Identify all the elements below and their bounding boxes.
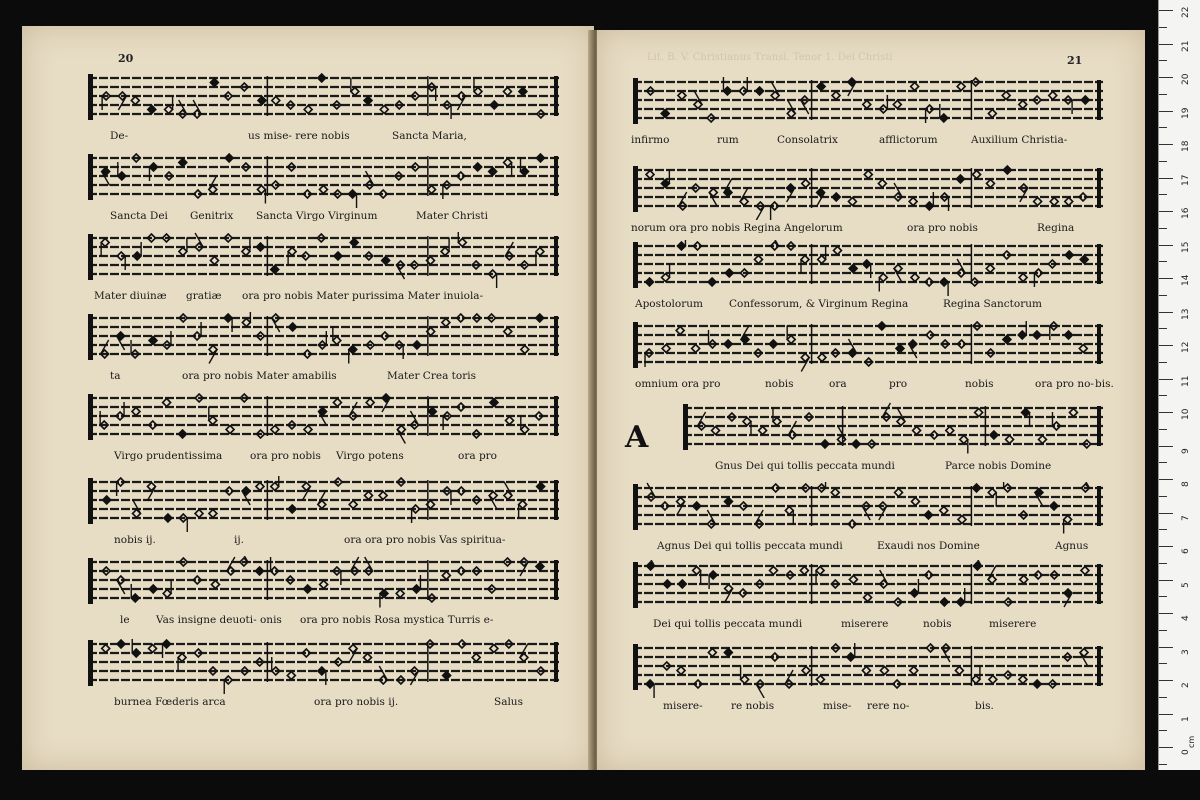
ruler-tick — [1159, 596, 1167, 597]
lyric-text: afflictorum — [879, 134, 938, 146]
lyric-text: us mise- rere nobis — [248, 130, 350, 142]
lyric-text: ora pro nobis — [907, 222, 978, 234]
ruler-number: 1 — [1181, 715, 1191, 722]
ruler-tick — [1159, 312, 1173, 313]
lyric-text: gratiæ — [186, 290, 222, 302]
ruler-tick — [1159, 747, 1173, 748]
lyric-text: ora ora pro nobis Vas spiritua- — [344, 534, 506, 546]
lyric-text: Gnus Dei qui tollis peccata mundi — [715, 460, 895, 472]
ruler-tick — [1159, 77, 1173, 78]
lyric-text: Genitrix — [190, 210, 234, 222]
lyric-text: ora — [829, 378, 847, 390]
ruler-tick — [1159, 496, 1167, 497]
ruler-tick — [1159, 395, 1167, 396]
lyric-text: nobis — [923, 618, 952, 630]
ruler-tick — [1159, 245, 1173, 246]
music-staff — [88, 392, 560, 448]
lyric-text: omnium ora pro — [635, 378, 721, 390]
lyric-text: ora pro nobis Mater amabilis — [182, 370, 337, 382]
lyric-text: Dei qui tollis peccata mundi — [653, 618, 803, 630]
lyric-text: Mater Crea toris — [387, 370, 476, 382]
lyric-text: ora pro nobis Rosa mystica Turris e- — [300, 614, 494, 626]
lyric-text: ora pro nobis Mater purissima Mater inuiola- — [242, 290, 484, 302]
ruler-tick — [1159, 178, 1173, 179]
lyric-text: Exaudi nos Domine — [877, 540, 980, 552]
ruler-tick — [1159, 328, 1167, 329]
music-staff — [633, 240, 1103, 296]
lyric-text: Vas insigne deuoti- onis — [156, 614, 282, 626]
ruler-tick — [1159, 730, 1167, 731]
lyric-text: miserere — [841, 618, 889, 630]
ruler-tick — [1159, 764, 1167, 765]
ruler-tick — [1159, 462, 1167, 463]
lyric-text: Mater diuinæ — [94, 290, 167, 302]
ruler-tick — [1159, 379, 1173, 380]
ruler-tick — [1159, 144, 1173, 145]
lyric-text: bis. — [975, 700, 994, 712]
lyric-text: ora pro — [458, 450, 498, 462]
ruler-tick — [1159, 27, 1167, 28]
lyric-text: Virgo prudentissima — [114, 450, 223, 462]
lyric-text: bis. — [1095, 378, 1114, 390]
lyric-text: infirmo — [631, 134, 670, 146]
ruler-tick — [1159, 714, 1173, 715]
music-staff — [633, 560, 1103, 616]
music-staff — [633, 320, 1103, 376]
lyric-text: re nobis — [731, 700, 775, 712]
lyric-text: pro — [889, 378, 908, 390]
lyric-text: misere- — [663, 700, 703, 712]
ruler-tick — [1159, 647, 1173, 648]
ruler-tick — [1159, 127, 1167, 128]
music-staff — [683, 402, 1103, 458]
ruler-tick — [1159, 44, 1173, 45]
ruler-tick — [1159, 278, 1173, 279]
ruler-number: 8 — [1181, 481, 1191, 487]
right-page — [597, 30, 1145, 770]
music-staff — [88, 312, 560, 368]
ruler-tick — [1159, 211, 1173, 212]
music-staff — [88, 556, 560, 612]
ruler-number: 7 — [1181, 514, 1191, 521]
ruler-number: 15 — [1181, 241, 1191, 253]
lyric-text: Agnus — [1055, 540, 1089, 552]
ruler-number: 10 — [1181, 408, 1191, 420]
lyric-text: burnea Fœderis arca — [114, 696, 226, 708]
ruler-number: 0 — [1181, 749, 1191, 755]
ruler-tick — [1159, 529, 1167, 530]
ruler-tick — [1159, 429, 1167, 430]
ruler-number: 18 — [1181, 140, 1191, 152]
ruler-tick — [1159, 261, 1167, 262]
lyric-text: rere no- — [867, 700, 910, 712]
lyric-text: Virgo potens — [336, 450, 404, 462]
lyric-text: miserere — [989, 618, 1037, 630]
lyric-text: Confessorum, & Virginum Regina — [729, 298, 909, 310]
lyric-text: Salus — [494, 696, 523, 708]
lyric-text: mise- — [823, 700, 852, 712]
lyric-text: Consolatrix — [777, 134, 838, 146]
ruler-tick — [1159, 680, 1173, 681]
ruler-tick — [1159, 613, 1173, 614]
ruler-number: 12 — [1181, 341, 1191, 353]
music-staff — [633, 76, 1103, 132]
ruler-tick — [1159, 60, 1167, 61]
ruler-number: 11 — [1181, 375, 1191, 387]
page-number: 20 — [118, 52, 134, 65]
ruler-tick — [1159, 111, 1173, 112]
ruler-number: 16 — [1181, 207, 1191, 219]
music-staff — [633, 482, 1103, 538]
ruler-number: 14 — [1181, 274, 1191, 286]
ruler-number: 4 — [1181, 615, 1191, 621]
lyric-text: nobis ij. — [114, 534, 156, 546]
ruler-tick — [1159, 546, 1173, 547]
ruler-tick — [1159, 630, 1167, 631]
ruler-number: 13 — [1181, 308, 1191, 320]
lyric-text: ora pro no- — [1035, 378, 1094, 390]
music-staff — [633, 164, 1103, 220]
lyric-text: nobis — [965, 378, 994, 390]
lyric-text: Sancta Maria, — [392, 130, 467, 142]
lyric-text: norum ora pro nobis Regina Angelorum — [631, 222, 843, 234]
big-initial: A — [625, 420, 649, 455]
lyric-text: De- — [110, 130, 129, 142]
music-staff — [88, 232, 560, 288]
music-staff — [633, 642, 1103, 698]
ruler-number: 22 — [1181, 6, 1191, 18]
lyric-text: ij. — [234, 534, 244, 546]
lyric-text: Regina — [1037, 222, 1075, 234]
ruler-number: 20 — [1181, 73, 1191, 85]
ruler-tick — [1159, 580, 1173, 581]
ruler-tick — [1159, 697, 1167, 698]
ruler-number: 3 — [1181, 648, 1191, 655]
lyric-text: Auxilium Christia- — [971, 134, 1068, 146]
ruler-tick — [1159, 513, 1173, 514]
ruler-tick — [1159, 446, 1173, 447]
music-staff — [88, 72, 560, 128]
ruler-tick — [1159, 228, 1167, 229]
ruler-number: 19 — [1181, 107, 1191, 119]
ruler-tick — [1159, 362, 1167, 363]
music-staff — [88, 476, 560, 532]
ruler-unit: cm — [1187, 735, 1196, 748]
ruler-tick — [1159, 412, 1173, 413]
page-number: 21 — [1067, 54, 1083, 67]
ruler-tick — [1159, 663, 1167, 664]
ruler-tick — [1159, 94, 1167, 95]
ruler-number: 9 — [1181, 447, 1191, 454]
ruler-number: 21 — [1181, 40, 1191, 52]
lyric-text: Mater Christi — [416, 210, 488, 222]
running-head: Lit. B. V. Christianus Transl. Tenor 1. Dei Christi — [647, 52, 893, 63]
ruler-tick — [1159, 345, 1173, 346]
ruler-number: 6 — [1181, 548, 1191, 554]
lyric-text: Parce nobis Domine — [945, 460, 1052, 472]
ruler-tick — [1159, 194, 1167, 195]
lyric-text: Sancta Virgo Virginum — [256, 210, 378, 222]
lyric-text: Sancta Dei — [110, 210, 168, 222]
lyric-text: ora pro nobis — [250, 450, 321, 462]
lyric-text: ta — [110, 370, 121, 382]
lyric-text: nobis — [765, 378, 794, 390]
music-staff — [88, 152, 560, 208]
lyric-text: Agnus Dei qui tollis peccata mundi — [657, 540, 843, 552]
ruler-tick — [1159, 161, 1167, 162]
lyric-text: ora pro nobis ij. — [314, 696, 399, 708]
ruler-tick — [1159, 563, 1167, 564]
ruler-number: 2 — [1181, 682, 1191, 688]
left-page — [22, 26, 594, 770]
ruler-tick — [1159, 479, 1173, 480]
lyric-text: Apostolorum — [635, 298, 703, 310]
ruler-number: 17 — [1181, 174, 1191, 186]
measuring-ruler — [1158, 0, 1200, 770]
ruler-tick — [1159, 10, 1173, 11]
ruler-number: 5 — [1181, 581, 1191, 588]
lyric-text: Regina Sanctorum — [943, 298, 1042, 310]
lyric-text: le — [120, 614, 130, 626]
ruler-tick — [1159, 295, 1167, 296]
lyric-text: rum — [717, 134, 739, 146]
music-staff — [88, 638, 560, 694]
